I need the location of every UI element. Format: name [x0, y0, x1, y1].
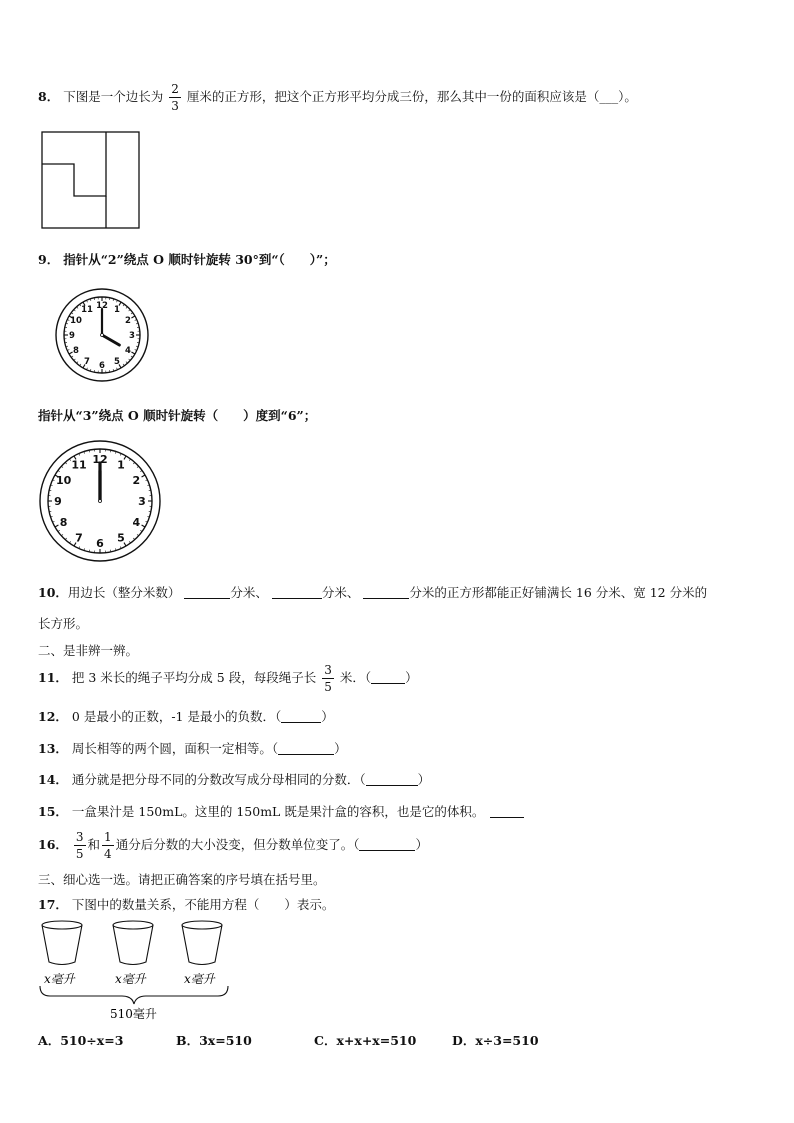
- clock-number-2: 2: [125, 316, 131, 327]
- q11-line: [38, 660, 418, 696]
- q14-text-end: ）: [417, 772, 431, 787]
- q13-blank[interactable]: [278, 742, 334, 755]
- clock-tick: [131, 352, 134, 354]
- q13-number: 13．: [38, 741, 68, 756]
- clock-number-3: 3: [129, 331, 135, 342]
- option-b[interactable]: B．3x=510: [176, 1033, 252, 1048]
- q9-number: 9．: [38, 252, 60, 267]
- clock-number-1: 1: [117, 458, 125, 472]
- q8-square-figure: [40, 130, 142, 230]
- q11-fraction: [322, 664, 334, 693]
- q11-fraction-denominator: 5: [324, 680, 332, 694]
- q10-text-a: 用边长（整分米数）: [67, 585, 181, 600]
- q17-number: 17．: [38, 897, 68, 912]
- q14-text: 通分就是把分母不同的分数改写成分母相同的分数．（: [71, 772, 366, 787]
- q9b-line: [38, 406, 316, 424]
- clock-number-10: 10: [55, 473, 72, 487]
- q16-number: 16．: [38, 837, 68, 852]
- q14-line: [38, 770, 430, 788]
- option-d[interactable]: D．x÷3=510: [452, 1033, 539, 1048]
- cup-2: [113, 921, 153, 965]
- option-c[interactable]: C．x+x+x=510: [314, 1033, 417, 1048]
- clock-number-8: 8: [59, 515, 68, 529]
- clock-tick: [131, 316, 134, 318]
- clock-tick: [69, 352, 72, 354]
- clock-tick: [55, 525, 58, 527]
- q16-fraction-1-numerator: 3: [75, 830, 84, 844]
- clock-number-3: 3: [138, 494, 146, 508]
- q16-and: 和: [87, 837, 101, 852]
- clock-number-2: 2: [132, 473, 141, 487]
- q16-line: [38, 826, 428, 864]
- cup-2-label: x毫升: [115, 972, 146, 986]
- q15-line: [38, 802, 524, 820]
- q10-line: [38, 583, 707, 601]
- q15-text: 一盒果汁是 150mL。这里的 150mL 既是果汁盒的容积，也是它的体积。: [71, 804, 485, 819]
- q16-blank[interactable]: [359, 838, 415, 851]
- clock-number-7: 7: [84, 357, 90, 368]
- q16-text: 通分后分数的大小没变，但分数单位变了。（: [115, 837, 360, 852]
- clock-number-6: 6: [96, 536, 104, 550]
- clock-number-4: 4: [125, 346, 131, 357]
- clock-tick: [142, 475, 145, 477]
- clock-center: [101, 334, 104, 337]
- clock-number-5: 5: [114, 357, 120, 368]
- q8-text-post: 厘米的正方形，把这个正方形平均分成三份，那么其中一份的面积应该是（: [186, 89, 600, 104]
- clock-1-hour-hand: [102, 335, 119, 345]
- clock-center: [99, 500, 102, 503]
- q10-text-d: 分米的正方形都能正好铺满长 16 分米、宽 12 分米的: [409, 585, 708, 600]
- q11-number: 11．: [38, 670, 68, 685]
- q11-text-post: 米．（: [339, 670, 372, 685]
- q12-line: [38, 707, 334, 725]
- q8-line: [38, 80, 637, 114]
- clock-number-10: 10: [70, 316, 82, 327]
- q10-blank-3[interactable]: [363, 586, 409, 599]
- q8-text-pre: 下图是一个边长为: [63, 89, 164, 104]
- q10-blank-1[interactable]: [184, 586, 230, 599]
- q13-text: 周长相等的两个圆，面积一定相等。（: [71, 741, 279, 756]
- q10-line-2: 长方形。: [38, 616, 89, 631]
- q12-text: 0 是最小的正数，-1 是最小的负数．（: [71, 709, 282, 724]
- brace: [40, 986, 228, 1004]
- cups-figure: [36, 918, 236, 1024]
- q10-text-c: 分米、: [321, 585, 360, 600]
- section-2-heading: 二、是非辨一辨。: [38, 643, 139, 658]
- clock-number-7: 7: [75, 531, 83, 545]
- q8-text-end: ）。: [618, 89, 637, 104]
- q16-text-end: ）: [415, 837, 428, 852]
- q11-text-end: ）: [405, 670, 418, 685]
- q15-blank[interactable]: [490, 805, 524, 818]
- q17-text: 下图中的数量关系，不能用方程（ ）表示。: [71, 897, 335, 912]
- clock-number-11: 11: [71, 458, 87, 472]
- q16-fraction-2-numerator: 1: [104, 830, 112, 844]
- clock-2: [38, 437, 164, 565]
- q13-line: [38, 739, 347, 757]
- q8-fraction-denominator: 3: [171, 99, 179, 113]
- q12-blank[interactable]: [281, 710, 321, 723]
- q9-text: 指针从“2”绕点 O 顺时针旋转 30°到“（ ）”；: [63, 252, 336, 267]
- cup-3-label: x毫升: [184, 972, 215, 986]
- clock-number-9: 9: [69, 331, 75, 342]
- q12-text-end: ）: [321, 709, 334, 724]
- q11-text-pre: 把 3 米长的绳子平均分成 5 段，每段绳子长: [71, 670, 317, 685]
- q8-number: 8．: [38, 89, 60, 104]
- clock-number-1: 1: [114, 305, 120, 316]
- q15-number: 15．: [38, 804, 68, 819]
- clock-number-4: 4: [132, 515, 141, 529]
- option-a[interactable]: A．510÷x=3: [38, 1033, 124, 1048]
- clock-number-11: 11: [81, 305, 93, 316]
- q12-number: 12．: [38, 709, 68, 724]
- q8-fraction: [169, 83, 181, 112]
- cup-1-label: x毫升: [44, 972, 75, 986]
- q9b-text: 指针从“3”绕点 O 顺时针旋转（ ）度到“6”；: [38, 408, 317, 423]
- q10-number: 10．: [38, 585, 68, 600]
- q16-fraction-1-denominator: 5: [75, 847, 84, 861]
- q10-blank-2[interactable]: [272, 586, 322, 599]
- q11-fraction-numerator: 3: [324, 663, 332, 677]
- q16-fraction-1: [74, 831, 86, 860]
- q16-fraction-2-denominator: 4: [104, 847, 112, 861]
- clock-number-12: 12: [96, 301, 108, 312]
- cup-3: [182, 921, 222, 965]
- section-3-heading: 三、细心选一选。请把正确答案的序号填在括号里。: [38, 872, 326, 887]
- clock-number-9: 9: [54, 494, 62, 508]
- clock-number-12: 12: [92, 452, 108, 466]
- q17-line: [38, 895, 334, 913]
- q11-blank[interactable]: [371, 671, 405, 684]
- cup-1: [42, 921, 82, 965]
- clock-number-8: 8: [73, 346, 79, 357]
- q13-text-end: ）: [334, 741, 347, 756]
- q8-blank: ___: [599, 89, 619, 104]
- q16-fraction-2: [102, 831, 114, 860]
- q14-number: 14．: [38, 772, 68, 787]
- q8-fraction-numerator: 2: [171, 82, 179, 96]
- q10-text-b: 分米、: [230, 585, 268, 600]
- clock-tick: [142, 525, 145, 527]
- clock-1: [52, 288, 156, 382]
- clock-number-5: 5: [117, 531, 125, 545]
- clock-number-6: 6: [99, 361, 105, 372]
- q9-line: [38, 250, 336, 268]
- q14-blank[interactable]: [366, 773, 418, 786]
- total-label: 510毫升: [110, 1007, 157, 1021]
